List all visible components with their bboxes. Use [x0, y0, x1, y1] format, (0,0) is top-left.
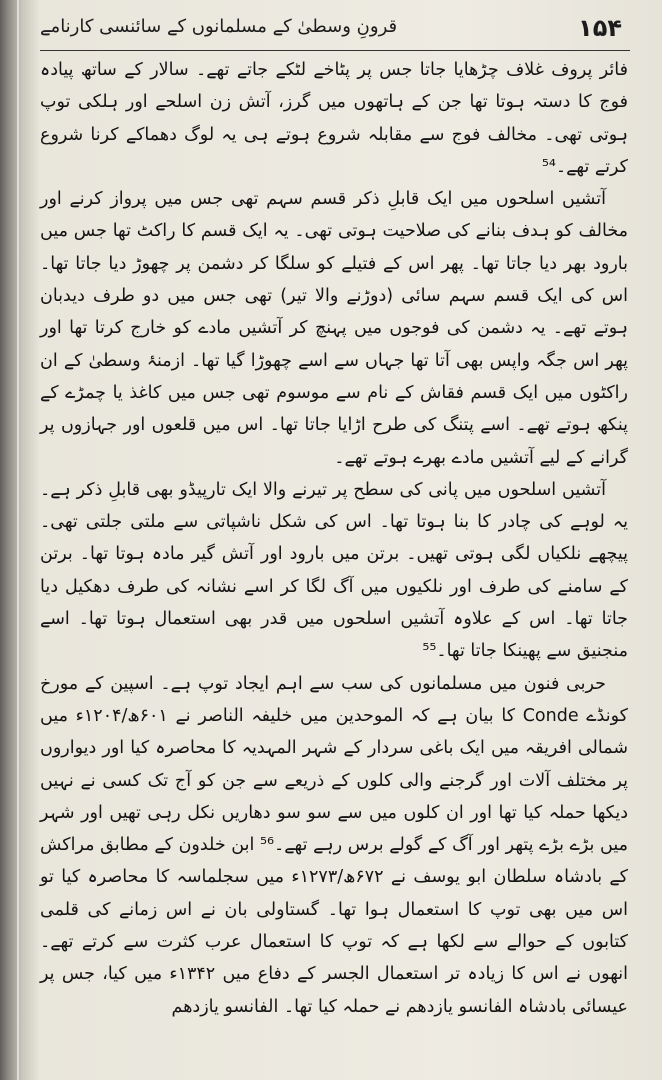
- body-text: [40, 54, 628, 1023]
- paragraph: حربی فنون میں مسلمانوں کی سب سے اہم ایجاد توپ ہے۔ اسپین کے مورخ کونڈے Conde کا بیان ہے کہ الموحدین میں خلیفہ الناصر نے ۶۰۱ھ/۱۲۰۴ء میں شمالی افریقہ میں ایک باغی سردار کے شہر المہدیہ کا محاصرہ کیا اور دیواروں پر مختلف آلات اور گرجنے والی کلوں کے ذریعے سے جن کو آج تک کسی نے نہیں دیکھا حملہ کیا تھا اور ان کلوں میں سے سو سو دھاریں نکل رہی تھیں اور شہر میں بڑے بڑے پتھر اور آگ کے گولے برس رہے تھے۔⁵⁶ ابن خلدون کے مطابق مراکش کے بادشاہ سلطان ابو یوسف نے ۶۷۲ھ/۱۲۷۳ء میں سجلماسہ کا محاصرہ کیا تو اس میں بھی توپ کا استعمال ہوا تھا۔ گستاولی بان نے اس زمانے کی قلمی کتابوں کے حوالے سے لکھا ہے کہ توپ کا استعمال عرب کثرت سے کرتے تھے۔ انھوں نے اس کا زیادہ تر استعمال الجسر کے دفاع میں ۱۳۴۲ء میں کیا، جس پر عیسائی بادشاہ الفانسو یازدھم نے حملہ کیا تھا۔ الفانسو یازدھم: [40, 673, 628, 1017]
- running-title: قرونِ وسطیٰ کے مسلمانوں کے سائنسی کارنامے: [40, 16, 398, 37]
- paragraph: فائر پروف غلاف چڑھایا جاتا جس پر پٹاخے لٹکے جاتے تھے۔ سالار کے ساتھ پیادہ فوج کا دستہ ہوتا تھا جن کے ہاتھوں میں گرز، آتش زن اسلحے اور ہلکی توپ ہوتی تھی۔ مخالف فوج سے مقابلہ شروع ہوتے ہی یہ لوگ دھماکے کرنا شروع کرتے تھے۔⁵⁴: [40, 60, 628, 177]
- page-number: ۱۵۴: [578, 14, 622, 42]
- page-header: [40, 8, 630, 51]
- paragraph: آتشیں اسلحوں میں ایک قابلِ ذکر قسم سہم تھی جس میں پرواز کرنے اور مخالف کو ہدف بنانے کی صلاحیت ہوتی تھی۔ یہ ایک قسم کا راکٹ تھا جس میں بارود بھر دیا جاتا تھا۔ پھر اس کے فتیلے کو سلگا کر دشمن پر چھوڑ دیا جاتا تھا۔ اس کی ایک قسم سہم سائی (دوڑنے والا تیر) تھی جس میں دو طرف دیدبان ہوتے تھے۔ یہ دشمن کی فوجوں میں پہنچ کر آتشیں مادے کو خارج کرتا تھا اور پھر اس جگہ واپس بھی آتا تھا جہاں سے اسے چھوڑا گیا تھا۔ ازمنۂ وسطیٰ کے ان راکٹوں میں ایک قسم فقاش کے نام سے موسوم تھی جس میں کاغذ یا چمڑے کے پنکھ ہوتے تھے۔ اسے پتنگ کی طرح اڑایا جاتا تھا۔ اس میں قلعوں اور جہازوں پر گرانے کے لیے آتشیں مادے بھرے ہوتے تھے۔: [40, 189, 628, 468]
- binding-gutter: [17, 0, 19, 1080]
- paragraph: آتشیں اسلحوں میں پانی کی سطح پر تیرنے والا ایک تارپیڈو بھی قابلِ ذکر ہے۔ یہ لوہے کی چادر کا بنا ہوتا تھا۔ اس کی شکل ناشپاتی سے ملتی جلتی تھی۔ پیچھے نلکیاں لگی ہوتی تھیں۔ برتن میں بارود اور آتش گیر مادہ ہوتا تھا۔ برتن کے سامنے کی طرف اور نلکیوں میں آگ لگا کر اسے نشانہ کی طرف دھکیل دیا جاتا تھا۔ اس کے علاوہ آتشیں اسلحوں میں قدر بھی استعمال ہوتا تھا۔ اسے منجنیق سے پھینکا جاتا تھا۔⁵⁵: [40, 479, 628, 662]
